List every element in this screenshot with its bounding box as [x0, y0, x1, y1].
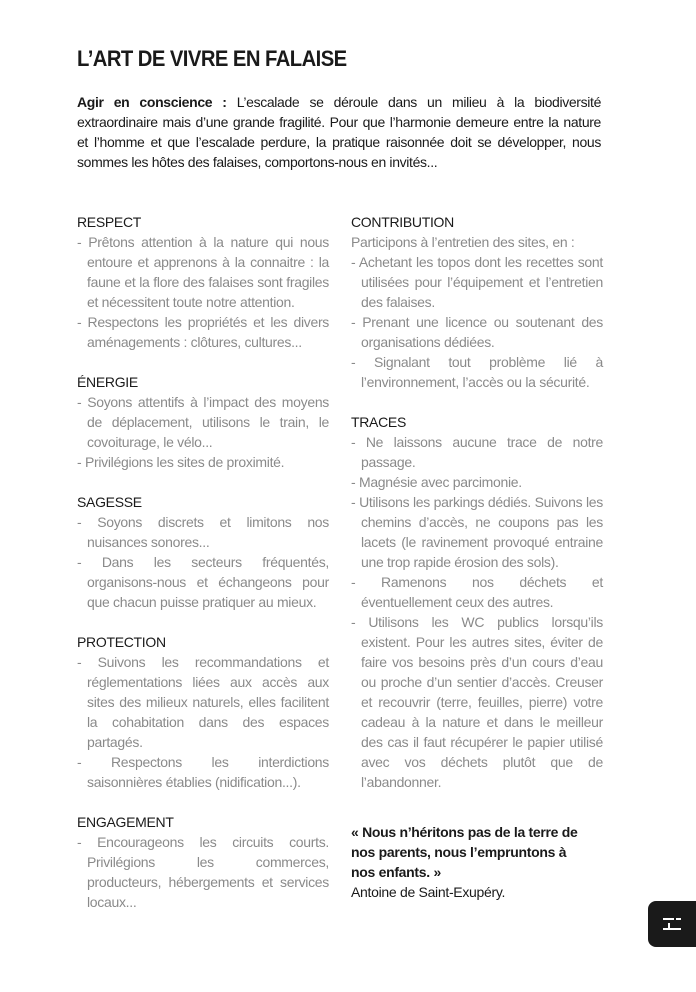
item-list — [77, 512, 329, 612]
section-engagement — [77, 812, 329, 912]
list-item: - Utilisons les WC publics lorsqu’ils existent. Pour les autres sites, éviter de faire vos besoins près d’un cours d’eau ou proche d’un sentier d’accès. Creuser et recouvrir (terre, feuilles, pierre) votre cadeau à la nature et dans le meilleur des cas il faut récupérer le papier utilisé avec vos déchets plutôt que de l’abandonner. — [351, 612, 603, 792]
section-contribution — [351, 212, 603, 392]
quote-text: « Nous n’héritons pas de la terre de nos parents, nous l’empruntons à nos enfants. » — [351, 824, 578, 880]
list-item: - Prêtons attention à la nature qui nous entoure et apprenons à la connaitre : la faune et la flore des falaises sont fragiles et nécessitent toute notre attention. — [77, 232, 329, 312]
section-intro: Participons à l’entretien des sites, en : — [351, 234, 575, 250]
section-title: CONTRIBUTION — [351, 214, 454, 230]
section-title: ÉNERGIE — [77, 374, 138, 390]
right-column — [351, 212, 603, 902]
list-item: - Utilisons les parkings dédiés. Suivons les chemins d’accès, ne coupons pas les lacets (le ravinement provoqué entraine une trop rapide érosion des sols). — [351, 492, 603, 572]
section-title: RESPECT — [77, 214, 142, 230]
list-item: - Ne laissons aucune trace de notre passage. — [351, 432, 603, 472]
item-list — [77, 232, 329, 352]
list-item: - Respectons les interdictions saisonnières établies (nidification...). — [77, 752, 329, 792]
list-item: - Prenant une licence ou soutenant des organisations dédiées. — [351, 312, 603, 352]
list-item: - Signalant tout problème lié à l’environnement, l’accès ou la sécurité. — [351, 352, 603, 392]
list-item: - Magnésie avec parcimonie. — [351, 472, 603, 492]
list-item: - Soyons discrets et limitons nos nuisances sonores... — [77, 512, 329, 552]
section-sagesse — [77, 492, 329, 612]
section-title: ENGAGEMENT — [77, 814, 174, 830]
intro-text: L’escalade se déroule dans un milieu à la biodiversité extraordinaire mais d’une grande fragilité. Pour que l’harmonie demeure entre la nature et l’homme et que l’escalade perdure, la pratique raisonnée doit se développer, nous sommes les hôtes des falaises, comportons-nous en invités... — [77, 94, 602, 170]
section-protection — [77, 632, 329, 792]
intro-paragraph — [77, 92, 601, 172]
list-item: - Ramenons nos déchets et éventuellement ceux des autres. — [351, 572, 603, 612]
section-respect — [77, 212, 329, 352]
item-list — [77, 832, 329, 912]
list-item: - Suivons les recommandations et réglementations liées aux accès aux sites des milieux naturels, elles facilitent la cohabitation dans des espaces partagés. — [77, 652, 329, 752]
item-list — [77, 652, 329, 792]
toc-button[interactable] — [648, 901, 696, 947]
item-list — [351, 432, 603, 792]
left-column — [77, 212, 329, 932]
list-item: - Encourageons les circuits courts. Privilégions les commerces, producteurs, hébergements et services locaux... — [77, 832, 329, 912]
section-energie — [77, 372, 329, 472]
list-item: - Privilégions les sites de proximité. — [77, 452, 329, 472]
section-title: PROTECTION — [77, 634, 166, 650]
item-list — [351, 252, 603, 392]
item-list — [77, 392, 329, 472]
section-traces — [351, 412, 603, 792]
section-title: TRACES — [351, 414, 406, 430]
toc-icon — [663, 916, 681, 932]
list-item: - Respectons les propriétés et les divers aménagements : clôtures, cultures... — [77, 312, 329, 352]
intro-lead: Agir en conscience : — [77, 94, 227, 110]
list-item: - Achetant les topos dont les recettes sont utilisées pour l’équipement et l’entretien des falaises. — [351, 252, 603, 312]
page-title: L’ART DE VIVRE EN FALAISE — [77, 46, 347, 71]
list-item: - Soyons attentifs à l’impact des moyens de déplacement, utilisons le train, le covoiturage, le vélo... — [77, 392, 329, 452]
quote-block — [351, 822, 603, 902]
section-title: SAGESSE — [77, 494, 142, 510]
quote-author: Antoine de Saint-Exupéry. — [351, 884, 506, 900]
list-item: - Dans les secteurs fréquentés, organisons-nous et échangeons pour que chacun puisse pratiquer au mieux. — [77, 552, 329, 612]
